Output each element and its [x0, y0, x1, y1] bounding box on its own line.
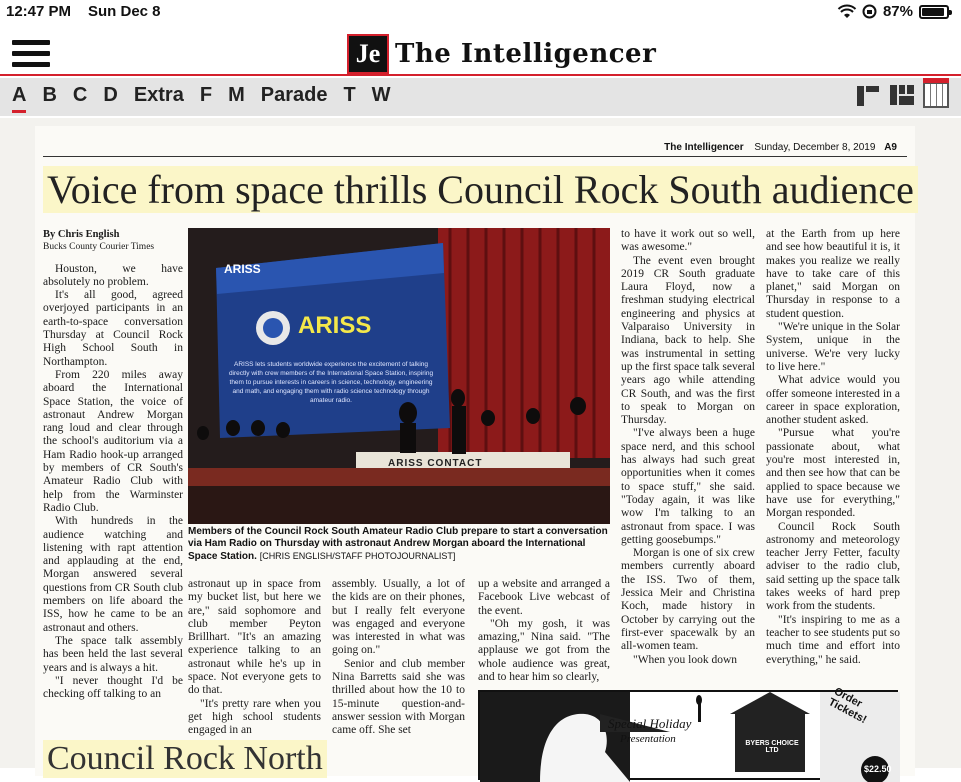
section-tab-extra[interactable]: Extra	[133, 84, 184, 106]
article-column-1[interactable]	[43, 228, 183, 701]
folio-rule	[43, 156, 907, 157]
paragraph: "When you look down	[633, 653, 738, 666]
paragraph: Senior and club member Nina Barretts said she was thrilled about how the 10 to 15-minute question-and-answer session with Morgan came off. She set	[332, 657, 465, 737]
status-right	[838, 3, 949, 20]
section-tab-c[interactable]: C	[72, 84, 88, 106]
battery-icon	[919, 5, 949, 19]
single-page-view-icon[interactable]	[855, 82, 881, 108]
wifi-icon	[838, 5, 856, 19]
article-column-3[interactable]	[332, 578, 465, 738]
byline: By Chris English	[43, 229, 120, 240]
article-column-4-lower[interactable]	[478, 578, 610, 684]
menu-icon[interactable]	[12, 40, 50, 66]
grid-view-icon[interactable]	[923, 82, 949, 108]
paragraph: to have it work out so well, was awesome."	[621, 228, 755, 254]
section-tab-t[interactable]: T	[343, 84, 356, 106]
screen-title: ARISS	[224, 262, 261, 276]
logo-mark: Je	[347, 34, 389, 74]
section-tab-parade[interactable]: Parade	[260, 84, 328, 106]
screen-description: ARISS lets students worldwide experience the excitement of talking directly with crew members of the International Space Station, inspiring them to pursue interests in careers in science, technology, engineering and math, and engaging them with radio science technology through amateur radio.	[228, 361, 434, 404]
photo-credit: [CHRIS ENGLISH/STAFF PHOTOJOURNALIST]	[259, 551, 456, 561]
paragraph: The space talk assembly has been held the last several years and is always a hit.	[43, 634, 183, 674]
ad-brand: BYERS CHOICE LTD	[745, 740, 799, 754]
article-headline[interactable]: Voice from space thrills Council Rock South audience	[43, 166, 918, 213]
double-page-view-icon[interactable]	[889, 82, 915, 108]
app-header	[0, 26, 961, 76]
section-tab-f[interactable]: F	[199, 84, 213, 106]
paragraph: "Oh my gosh, it was amazing," Nina said. "The applause we got from the whole audience was great, and to hear him so clearly,	[478, 617, 610, 684]
article-column-2[interactable]	[188, 578, 321, 738]
battery-percent: 87%	[882, 3, 913, 20]
section-tab-a[interactable]: A	[12, 84, 26, 113]
status-time: 12:47 PM	[6, 3, 72, 20]
view-mode-icons	[855, 82, 949, 108]
paragraph: "I've always been a huge space nerd, and this school has always had such great opportunities when it comes to space stuff," she said. "Today again, it was like wow I'm talking to an astronaut from space. I was getting goosebumps."	[621, 427, 755, 546]
orientation-lock-icon	[862, 4, 877, 19]
section-tab-m[interactable]: M	[228, 84, 245, 106]
advertisement[interactable]	[478, 685, 898, 780]
folio-paper: The Intelligencer	[664, 142, 744, 153]
screen-logo-text: ARISS	[298, 312, 372, 339]
section-tab-d[interactable]: D	[103, 84, 118, 106]
paragraph: "It's inspiring to me as a teacher to see students put so much time and effort into everything," he said.	[766, 613, 900, 666]
paragraph: assembly. Usually, a lot of the kids are on their phones, but I really felt everyone was engaged and everyone was interested in what was going on."	[332, 578, 465, 657]
app-logo	[347, 34, 656, 74]
paragraph: It's all good, agreed overjoyed participants in an earth-to-space conversation Thursday at Council Rock High School South in Northampton.	[43, 289, 183, 368]
paragraph: What advice would you offer someone interested in a career in space exploration, another student asked.	[766, 374, 900, 427]
ad-title: Special Holiday	[608, 716, 692, 731]
section-bar	[0, 78, 961, 116]
section-tab-w[interactable]: W	[371, 84, 391, 106]
status-date: Sun Dec 8	[88, 3, 161, 20]
ad-subtitle: Presentation	[620, 733, 676, 745]
paragraph: With hundreds in the audience watching and listening with rapt attention and applauding at the end, Morgan answered several questions from CR South club members on life aboard the ISS, how he came to be an astronaut and others.	[43, 515, 183, 634]
paragraph: at the Earth from up here and see how beautiful it is, it makes you realize we really have to take care of this planet," said Morgan on Thursday in response to a student question.	[766, 228, 900, 320]
byline-source: Bucks County Courier Times	[43, 242, 155, 253]
status-bar	[0, 0, 961, 24]
paragraph: "We're unique in the Solar System, unique in the universe. We're very lucky to live here."	[766, 321, 900, 373]
paragraph: From 220 miles away aboard the International Space Station, the voice of astronaut Andrew Morgan rang loud and clear through the school's auditorium via a Ham Radio hook-up arranged by members of CR South's Amateur Radio Club with help from the Warminster Radio Club.	[43, 368, 183, 514]
folio-date: Sunday, December 8, 2019	[754, 142, 876, 153]
caption-text: Members of the Council Rock South Amateur Radio Club prepare to start a conversation via Ham Radio on Thursday with astronaut Andrew Morgan aboard the International Space Station.	[188, 526, 608, 562]
newspaper-page-area	[0, 118, 961, 777]
paragraph: "I never thought I'd be checking off talking to an	[43, 674, 183, 701]
paragraph: Houston, we have absolutely no problem.	[43, 262, 183, 288]
section-tab-b[interactable]: B	[42, 84, 57, 106]
paragraph: Council Rock South astronomy and meteorology teacher Jerry Fetter, faculty adviser to the radio club, said setting up the space talk takes weeks of hard prep work from the students.	[766, 520, 900, 613]
paragraph: "It's pretty rare when you get high school students engaged in an	[188, 697, 321, 737]
ad-price: $22.50	[864, 764, 892, 774]
newspaper-page	[35, 126, 915, 776]
page-folio	[664, 142, 897, 153]
paragraph: "Pursue what you're passionate about, what you're most interested in, and then see how that can be applied to space because we have use for everything," Morgan responded.	[766, 427, 900, 520]
article-photo[interactable]	[188, 228, 610, 524]
folio-page: A9	[884, 142, 897, 153]
paragraph: Morgan is one of six crew members currently aboard the ISS. Two of them, Jessica Meir and Christina Koch, made history in October by carrying out the first-ever spacewalk by an all-women team.	[621, 547, 755, 653]
article-column-5[interactable]	[621, 228, 755, 667]
photo-caption	[188, 526, 610, 563]
article-column-6[interactable]	[766, 228, 900, 667]
ad-order-tag[interactable]: Order Tickets!	[826, 685, 869, 727]
next-article-headline[interactable]: Council Rock North	[43, 740, 327, 778]
paragraph: up a website and arranged a Facebook Live webcast of the event.	[478, 578, 610, 617]
section-tabs	[12, 84, 407, 113]
app-title: The Intelligencer	[395, 39, 657, 69]
stage-banner: ARISS CONTACT	[388, 458, 483, 469]
paragraph: The event even brought 2019 CR South graduate Laura Floyd, now a freshman studying electrical engineering and physics at Valparaiso University in Indiana, back to help. She was instrumental in setting up the first space talk several years ago while attending CR South, and was the first to speak to Morgan on Thursday.	[621, 254, 755, 427]
paragraph: astronaut up in space from my bucket list, but here we are," said sophomore and club member Peyton Brillhart. "It's an amazing experience talking to an astronaut while he's up in space. Not everyone gets to do that.	[188, 578, 321, 697]
